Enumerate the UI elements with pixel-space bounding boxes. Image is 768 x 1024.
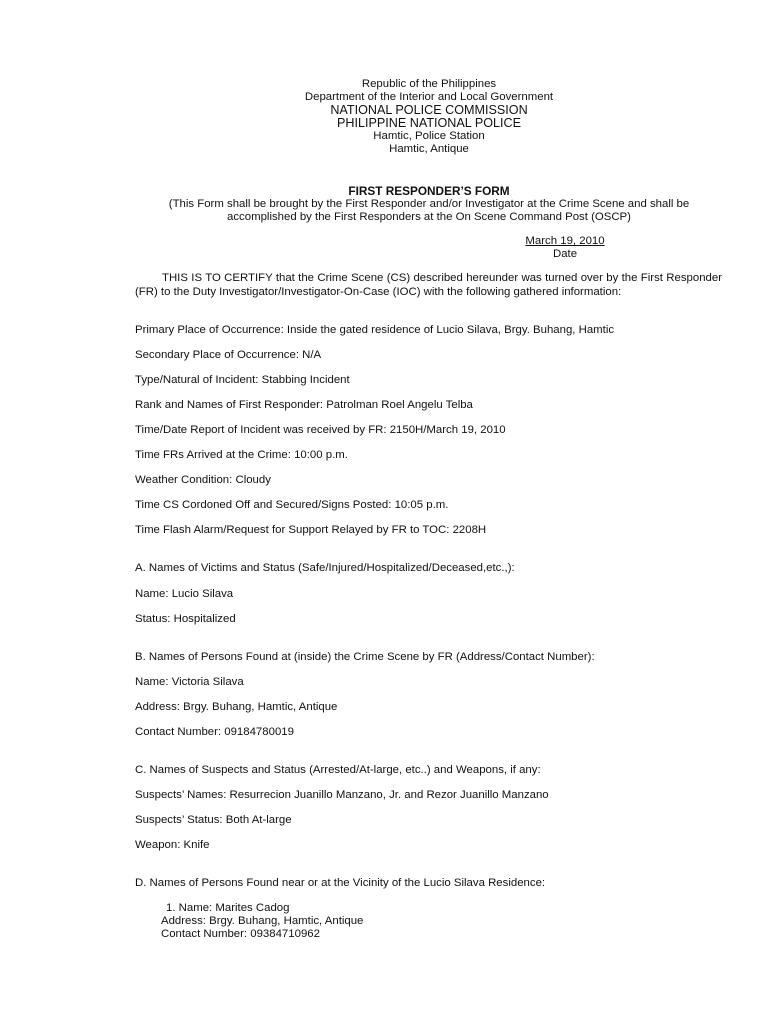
cordoned-time-field: Time CS Cordoned Off and Secured/Signs Posted: 10:05 p.m. bbox=[135, 499, 449, 511]
header-line-dilg: Department of the Interior and Local Government bbox=[304, 91, 554, 103]
victim-name: Name: Lucio Silava bbox=[135, 588, 234, 600]
section-a-heading: A. Names of Victims and Status (Safe/Injured/Hospitalized/Deceased,etc.,): bbox=[135, 562, 515, 574]
first-responder-field: Rank and Names of First Responder: Patrolman Roel Angelu Telba bbox=[135, 399, 473, 411]
header-line-republic: Republic of the Philippines bbox=[361, 78, 497, 90]
section-c-heading: C. Names of Suspects and Status (Arrested/At-large, etc..) and Weapons, if any: bbox=[135, 764, 541, 776]
form-title: FIRST RESPONDER’S FORM bbox=[348, 184, 510, 198]
certify-paragraph: THIS IS TO CERTIFY that the Crime Scene (CS) described hereunder was turned over by the First Responder (FR) to the Duty Investigator/Investigator-On-Case (IOC) with the following gathered information: bbox=[135, 272, 722, 298]
flash-alarm-field: Time Flash Alarm/Request for Support Relayed by FR to TOC: 2208H bbox=[135, 524, 487, 536]
victim-status: Status: Hospitalized bbox=[135, 613, 236, 625]
form-subtitle-line2: accomplished by the First Responders at the On Scene Command Post (OSCP) bbox=[227, 211, 631, 223]
vicinity-person-1 bbox=[161, 902, 363, 941]
header-line-pnp: PHILIPPINE NATIONAL POLICE bbox=[336, 116, 522, 130]
person-inside-contact: Contact Number: 09184780019 bbox=[135, 726, 294, 738]
suspects-status: Suspects’ Status: Both At-large bbox=[135, 814, 292, 826]
weather-field: Weather Condition: Cloudy bbox=[135, 474, 271, 486]
weapon-field: Weapon: Knife bbox=[135, 839, 210, 851]
header-line-location: Hamtic, Antique bbox=[389, 143, 469, 155]
header-line-napolcom: NATIONAL POLICE COMMISSION bbox=[330, 103, 528, 117]
suspects-names: Suspects’ Names: Resurrecion Juanillo Manzano, Jr. and Rezor Juanillo Manzano bbox=[135, 789, 549, 801]
form-subtitle-line1: (This Form shall be brought by the First Responder and/or Investigator at the Crime Scene and shall be bbox=[168, 198, 690, 210]
vicinity-person-1-address: Address: Brgy. Buhang, Hamtic, Antique bbox=[161, 915, 364, 927]
vicinity-person-1-name: 1. Name: Marites Cadog bbox=[166, 902, 290, 914]
header-block bbox=[0, 78, 768, 156]
date-label: Date bbox=[552, 248, 578, 260]
form-subtitle bbox=[0, 198, 768, 224]
vicinity-person-1-contact: Contact Number: 09384710962 bbox=[161, 928, 320, 940]
person-inside-name: Name: Victoria Silava bbox=[135, 676, 244, 688]
arrival-time-field: Time FRs Arrived at the Crime: 10:00 p.m. bbox=[135, 449, 348, 461]
secondary-place-field: Secondary Place of Occurrence: N/A bbox=[135, 349, 322, 361]
person-inside-address: Address: Brgy. Buhang, Hamtic, Antique bbox=[135, 701, 338, 713]
primary-place-field: Primary Place of Occurrence: Inside the gated residence of Lucio Silava, Brgy. Buhang, Hamtic bbox=[135, 324, 615, 336]
date-value: March 19, 2010 bbox=[525, 235, 605, 247]
header-line-station: Hamtic, Police Station bbox=[373, 130, 485, 142]
section-d-heading: D. Names of Persons Found near or at the Vicinity of the Lucio Silava Residence: bbox=[135, 877, 546, 889]
incident-type-field: Type/Natural of Incident: Stabbing Incident bbox=[135, 374, 350, 386]
section-b-heading: B. Names of Persons Found at (inside) the Crime Scene by FR (Address/Contact Number): bbox=[135, 651, 595, 663]
date-block bbox=[500, 235, 630, 261]
report-time-field: Time/Date Report of Incident was received by FR: 2150H/March 19, 2010 bbox=[135, 424, 506, 436]
